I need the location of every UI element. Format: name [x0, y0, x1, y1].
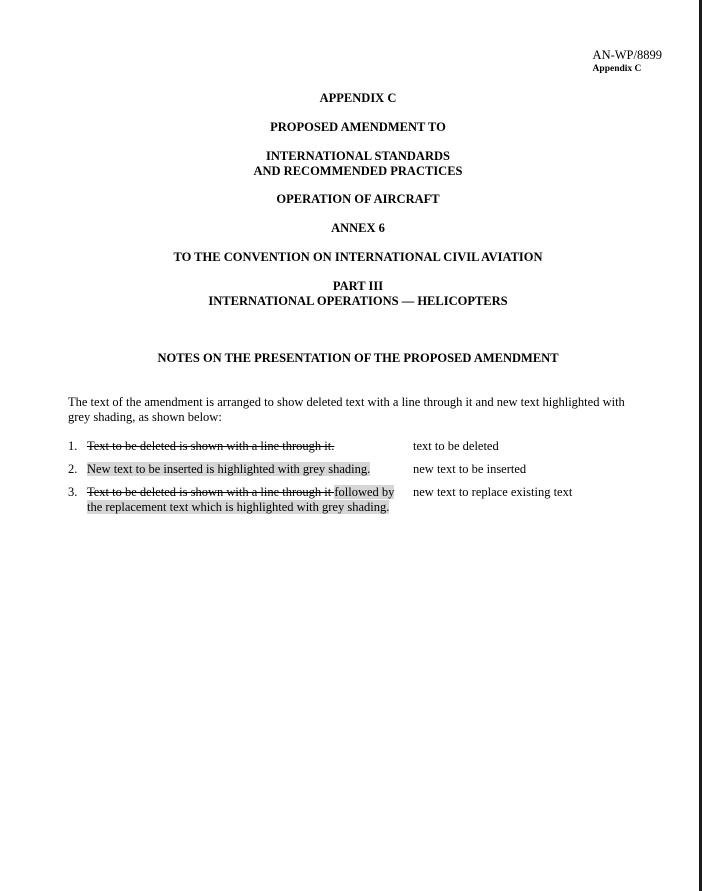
annex-title: ANNEX 6 — [331, 221, 385, 235]
item-text — [87, 485, 405, 515]
list-item — [68, 485, 628, 515]
deleted-text: Text to be deleted is shown with a line through it. — [87, 439, 335, 453]
inserted-text: New text to be inserted is highlighted with grey shading. — [87, 462, 371, 476]
notes-heading: NOTES ON THE PRESENTATION OF THE PROPOSED AMENDMENT — [157, 351, 559, 365]
notes-list — [68, 439, 628, 523]
appendix-title: APPENDIX C — [319, 91, 397, 105]
item-number: 1. — [68, 439, 78, 453]
convention-title: TO THE CONVENTION ON INTERNATIONAL CIVIL AVIATION — [173, 250, 543, 264]
item-description: new text to replace existing text — [413, 485, 573, 499]
item-number: 3. — [68, 485, 78, 499]
document-reference — [593, 48, 662, 74]
notes-intro: The text of the amendment is arranged to show deleted text with a line through it and new text highlighted with grey shading, as shown below: — [68, 395, 625, 424]
appendix-label: Appendix C — [592, 64, 642, 74]
list-item — [68, 462, 628, 477]
operation-title: OPERATION OF AIRCRAFT — [276, 192, 440, 206]
item-description: new text to be inserted — [413, 462, 527, 476]
item-text — [87, 439, 405, 454]
list-item — [68, 439, 628, 454]
item-number: 2. — [68, 462, 78, 476]
document-number: AN-WP/8899 — [592, 48, 662, 62]
item-text — [87, 462, 405, 477]
inserted-text: followed by the replacement text which is highlighted with grey shading. — [87, 485, 395, 514]
item-description: text to be deleted — [413, 439, 499, 453]
part-title: PART III INTERNATIONAL OPERATIONS — HELICOPTERS — [208, 279, 508, 308]
deleted-text: Text to be deleted is shown with a line through it — [87, 485, 335, 499]
proposed-amendment-title: PROPOSED AMENDMENT TO — [270, 120, 446, 134]
standards-title: INTERNATIONAL STANDARDS AND RECOMMENDED PRACTICES — [253, 149, 463, 178]
